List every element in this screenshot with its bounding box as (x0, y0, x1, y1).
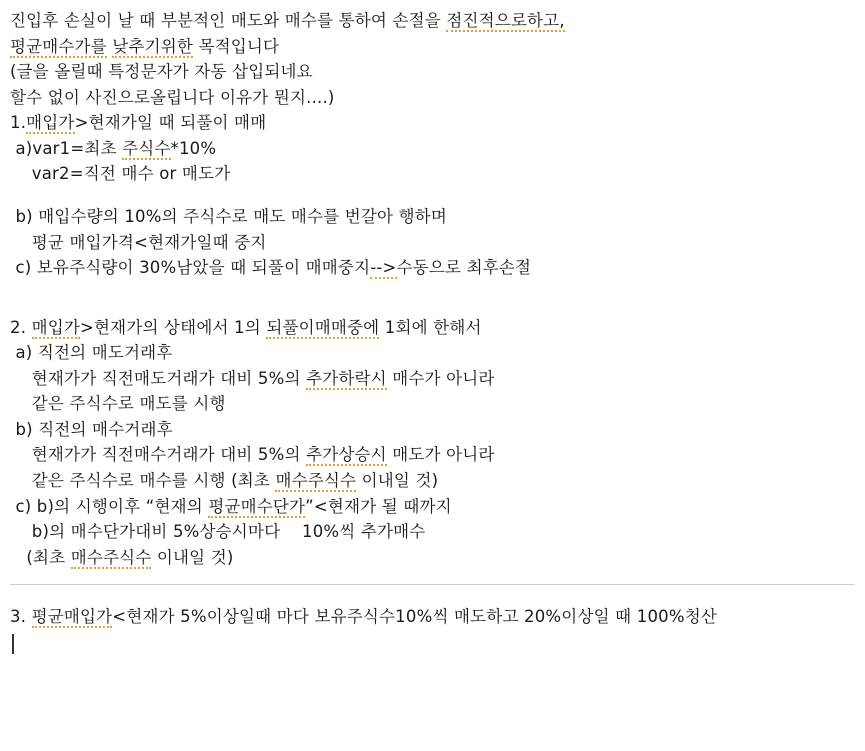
text-line (10, 340, 855, 366)
spellcheck-underlined-text: 매수주식수 (70, 547, 152, 567)
text-caret (12, 634, 14, 654)
text-run: 진입후 손실이 날 때 부분적인 매도와 매수를 통하여 손절을 (10, 11, 447, 30)
text-run: 평균 매입가격<현재가일때 중지 (10, 232, 267, 252)
text-run: 이내일 것) (356, 471, 439, 490)
text-run: <현재가 5%이상일때 마다 보유주식수10%씩 매도하고 20%이상일 때 100%청산 (112, 607, 718, 627)
text-run: 이내일 것) (151, 547, 234, 567)
text-line (10, 230, 855, 256)
text-line (10, 136, 855, 162)
text-run: 수동으로 최후손절 (396, 258, 532, 278)
section-divider (10, 584, 855, 585)
spellcheck-underlined-text: 매입가 (31, 317, 81, 337)
text-run: >현재가일 때 되풀이 매매 (74, 113, 267, 133)
text-run: 매수가 아니라 (386, 368, 495, 388)
spellcheck-underlined-text: --> (370, 258, 397, 278)
spellcheck-underlined-text: 추가상승시 (306, 445, 387, 465)
text-run: (글을 올릴때 특정문자가 자동 삽입되네요 (10, 62, 313, 82)
text-run: b) 직전의 매수거래후 (10, 419, 173, 439)
spellcheck-underlined-text: 주식수 (122, 138, 171, 158)
blank-line (10, 281, 855, 298)
text-line (10, 315, 855, 341)
spellcheck-underlined-text: 매수주식수 (275, 471, 357, 490)
text-run: >현재가의 상태에서 1의 (80, 317, 267, 337)
text-run: ”<현재가 될 때까지 (305, 496, 452, 516)
text-run: 같은 주식수로 매수를 시행 (최초 (10, 471, 276, 490)
spellcheck-underlined-text: 평균매수가를 (10, 36, 107, 56)
text-line (10, 110, 855, 136)
text-line (10, 59, 855, 85)
spellcheck-underlined-text: 평균매수단가 (208, 496, 306, 516)
text-run: a) 직전의 매도거래후 (10, 343, 173, 363)
spellcheck-underlined-text: 매입가 (26, 113, 75, 133)
text-run: 매도가 아니라 (386, 445, 495, 465)
spellcheck-underlined-text: 평균매입가 (31, 607, 113, 627)
text-run: *10% (170, 138, 217, 158)
text-line (10, 545, 855, 571)
text-run: 할수 없이 사진으로올립니다 이유가 뭔지....) (10, 87, 335, 107)
text-line (10, 417, 855, 443)
text-line (10, 204, 855, 230)
text-line (10, 161, 855, 187)
text-run: 목적입니다 (193, 36, 280, 56)
text-run: b) 매입수량의 10%의 주식수로 매도 매수를 번갈아 행하며 (10, 206, 448, 226)
text-line (10, 442, 855, 468)
text-run: c) 보유주식량이 30%남았을 때 되풀이 매매중지 (10, 258, 371, 278)
text-line (10, 8, 855, 34)
text-run: c) b)의 시행이후 “현재의 (10, 496, 209, 516)
text-run: 1. (10, 113, 27, 133)
spellcheck-underlined-text: 낮추기위한 (112, 36, 193, 56)
text-run: var2=직전 매수 or 매도가 (10, 164, 231, 184)
text-line (10, 494, 855, 520)
spellcheck-underlined-text: 점진적으로하고, (446, 11, 565, 30)
text-line (10, 255, 855, 281)
text-run: 1회에 한해서 (379, 317, 482, 337)
text-run: 3. (10, 607, 32, 627)
text-line (10, 519, 855, 545)
text-run: b)의 매수단가대비 5%상승시마다 10%씩 추가매수 (10, 522, 426, 542)
text-line (10, 34, 855, 60)
text-run: 현재가가 직전매수거래가 대비 5%의 (10, 445, 307, 465)
text-run: 같은 주식수로 매도를 시행 (10, 394, 226, 414)
text-line (10, 604, 855, 630)
spellcheck-underlined-text: 추가하락시 (306, 368, 387, 388)
text-line (10, 391, 855, 417)
text-line (10, 468, 855, 494)
text-run: 2. (10, 317, 32, 337)
blank-line (10, 595, 855, 604)
text-line (10, 366, 855, 392)
text-run: (최초 (10, 547, 71, 567)
text-run: a)var1=최초 (10, 138, 123, 158)
text-run: 현재가가 직전매도거래가 대비 5%의 (10, 368, 307, 388)
text-line (10, 85, 855, 111)
blank-line (10, 298, 855, 315)
spellcheck-underlined-text: 되풀이매매중에 (266, 317, 380, 337)
blank-line (10, 187, 855, 204)
